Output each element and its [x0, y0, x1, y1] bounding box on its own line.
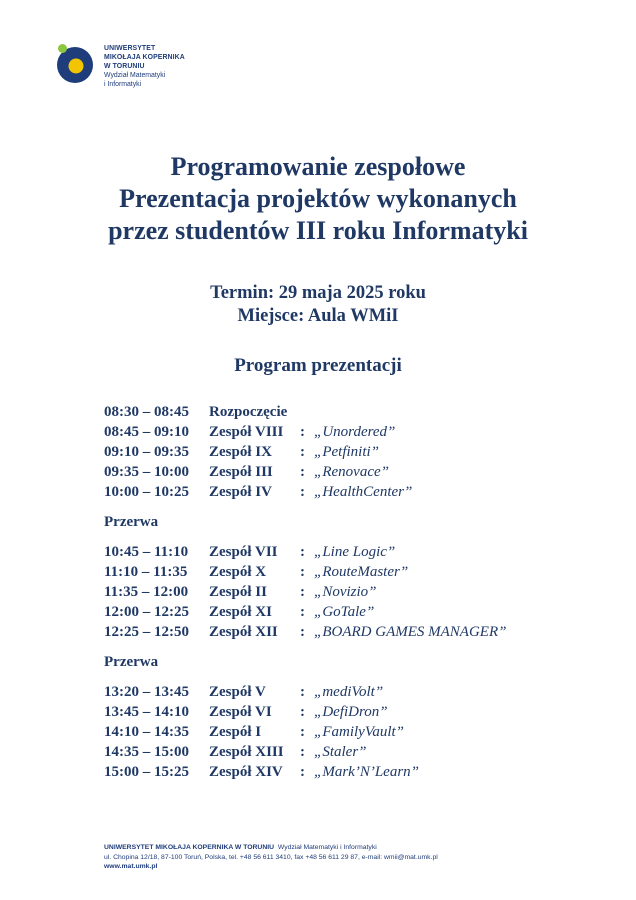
row-colon: : — [300, 704, 305, 720]
schedule-row — [104, 462, 389, 482]
row-time: 12:25 – 12:50 — [104, 624, 189, 640]
row-project: „Petfiniti” — [314, 444, 380, 460]
schedule-row — [104, 622, 507, 642]
footer-website[interactable] — [104, 862, 438, 872]
row-colon: : — [300, 564, 305, 580]
logo-text — [104, 44, 185, 89]
schedule-row — [104, 442, 380, 462]
footer-faculty: Wydział Matematyki i Informatyki — [277, 844, 377, 851]
row-colon: : — [300, 484, 305, 500]
row-time: 09:35 – 10:00 — [104, 464, 189, 480]
event-date: Termin: 29 maja 2025 roku — [210, 283, 426, 303]
row-colon: : — [300, 424, 305, 440]
schedule-row — [104, 702, 388, 722]
row-time: 14:10 – 14:35 — [104, 724, 189, 740]
schedule-row — [104, 422, 396, 442]
row-project: „Novizio” — [314, 584, 377, 600]
row-time: 12:00 – 12:25 — [104, 604, 189, 620]
row-time: 13:20 – 13:45 — [104, 684, 189, 700]
row-project: „Renovace” — [314, 464, 389, 480]
row-team: Zespół V — [209, 684, 266, 700]
schedule-block-3 — [104, 682, 420, 782]
schedule-row — [104, 542, 396, 562]
row-project: „FamilyVault” — [314, 724, 405, 740]
row-colon: : — [300, 544, 305, 560]
row-time: 13:45 – 14:10 — [104, 704, 189, 720]
row-team: Zespół X — [209, 564, 267, 580]
logo-line-3: W TORUNIU — [104, 63, 145, 70]
logo-line-5: i Informatyki — [104, 81, 142, 88]
title-line-3: przez studentów III roku Informatyki — [108, 216, 528, 245]
logo-line-4: Wydział Matematyki — [104, 72, 166, 79]
row-colon: : — [300, 604, 305, 620]
row-project: „Line Logic” — [314, 544, 396, 560]
row-team: Zespół VIII — [209, 424, 284, 440]
row-team: Zespół XII — [209, 624, 278, 640]
row-team: Zespół III — [209, 464, 273, 480]
row-time: 14:35 – 15:00 — [104, 744, 189, 760]
break-label-2: Przerwa — [104, 654, 159, 670]
page-title — [0, 151, 636, 247]
row-team: Zespół VII — [209, 544, 278, 560]
umk-logo-icon — [55, 42, 95, 84]
schedule-row — [104, 482, 413, 502]
row-project: „mediVolt” — [314, 684, 384, 700]
row-colon: : — [300, 724, 305, 740]
break-label-1: Przerwa — [104, 514, 159, 530]
row-project: „GoTale” — [314, 604, 375, 620]
footer-university: UNIWERSYTET MIKOŁAJA KOPERNIKA W TORUNIU — [104, 844, 275, 851]
row-team: Zespół II — [209, 584, 267, 600]
footer-website-link[interactable]: www.mat.umk.pl — [104, 863, 158, 870]
title-line-2: Prezentacja projektów wykonanych — [119, 184, 517, 213]
row-colon: : — [300, 584, 305, 600]
row-project: „Staler” — [314, 744, 367, 760]
row-time: 10:45 – 11:10 — [104, 544, 189, 560]
schedule-row-opening — [104, 402, 288, 422]
schedule-row — [104, 722, 405, 742]
footer — [104, 843, 438, 872]
event-meta — [0, 282, 636, 328]
row-team: Zespół XIII — [209, 744, 284, 760]
row-team: Zespół XIV — [209, 764, 283, 780]
row-colon: : — [300, 684, 305, 700]
row-colon: : — [300, 744, 305, 760]
row-project: „DefiDron” — [314, 704, 388, 720]
row-time: 11:35 – 12:00 — [104, 584, 189, 600]
schedule-row — [104, 602, 375, 622]
row-project: „Mark’N’Learn” — [314, 764, 420, 780]
footer-line-1 — [104, 843, 438, 853]
row-colon: : — [300, 464, 305, 480]
schedule-block-1 — [104, 422, 413, 502]
row-project: „BOARD GAMES MANAGER” — [314, 624, 507, 640]
row-project: „Unordered” — [314, 424, 396, 440]
schedule-row — [104, 762, 420, 782]
row-team: Zespół I — [209, 724, 262, 740]
event-place: Miejsce: Aula WMiI — [237, 306, 399, 326]
schedule-row — [104, 682, 384, 702]
program-heading: Program prezentacji — [234, 355, 402, 376]
row-team: Zespół VI — [209, 704, 272, 720]
row-team: Zespół IX — [209, 444, 272, 460]
title-line-1: Programowanie zespołowe — [170, 152, 466, 181]
row-time: 08:45 – 09:10 — [104, 424, 189, 440]
row-colon: : — [300, 764, 305, 780]
row-time: 09:10 – 09:35 — [104, 444, 189, 460]
row-team: Zespół XI — [209, 604, 272, 620]
row-time: 08:30 – 08:45 — [104, 404, 189, 420]
row-project: „HealthCenter” — [314, 484, 413, 500]
row-label: Rozpoczęcie — [209, 404, 288, 420]
schedule-row — [104, 562, 409, 582]
row-project: „RouteMaster” — [314, 564, 409, 580]
schedule-row — [104, 742, 367, 762]
row-colon: : — [300, 624, 305, 640]
logo-line-2: MIKOŁAJA KOPERNIKA — [104, 54, 185, 61]
row-colon: : — [300, 444, 305, 460]
schedule-block-2 — [104, 542, 507, 642]
row-time: 10:00 – 10:25 — [104, 484, 189, 500]
logo-line-1: UNIWERSYTET — [104, 45, 156, 52]
footer-address: ul. Chopina 12/18, 87-100 Toruń, Polska, tel. +48 56 611 3410, fax +48 56 611 29 87, e-mail: wmii@mat.umk.pl — [104, 853, 438, 861]
row-time: 11:10 – 11:35 — [104, 564, 188, 580]
schedule-row — [104, 582, 377, 602]
row-time: 15:00 – 15:25 — [104, 764, 189, 780]
row-team: Zespół IV — [209, 484, 272, 500]
schedule — [104, 402, 507, 782]
